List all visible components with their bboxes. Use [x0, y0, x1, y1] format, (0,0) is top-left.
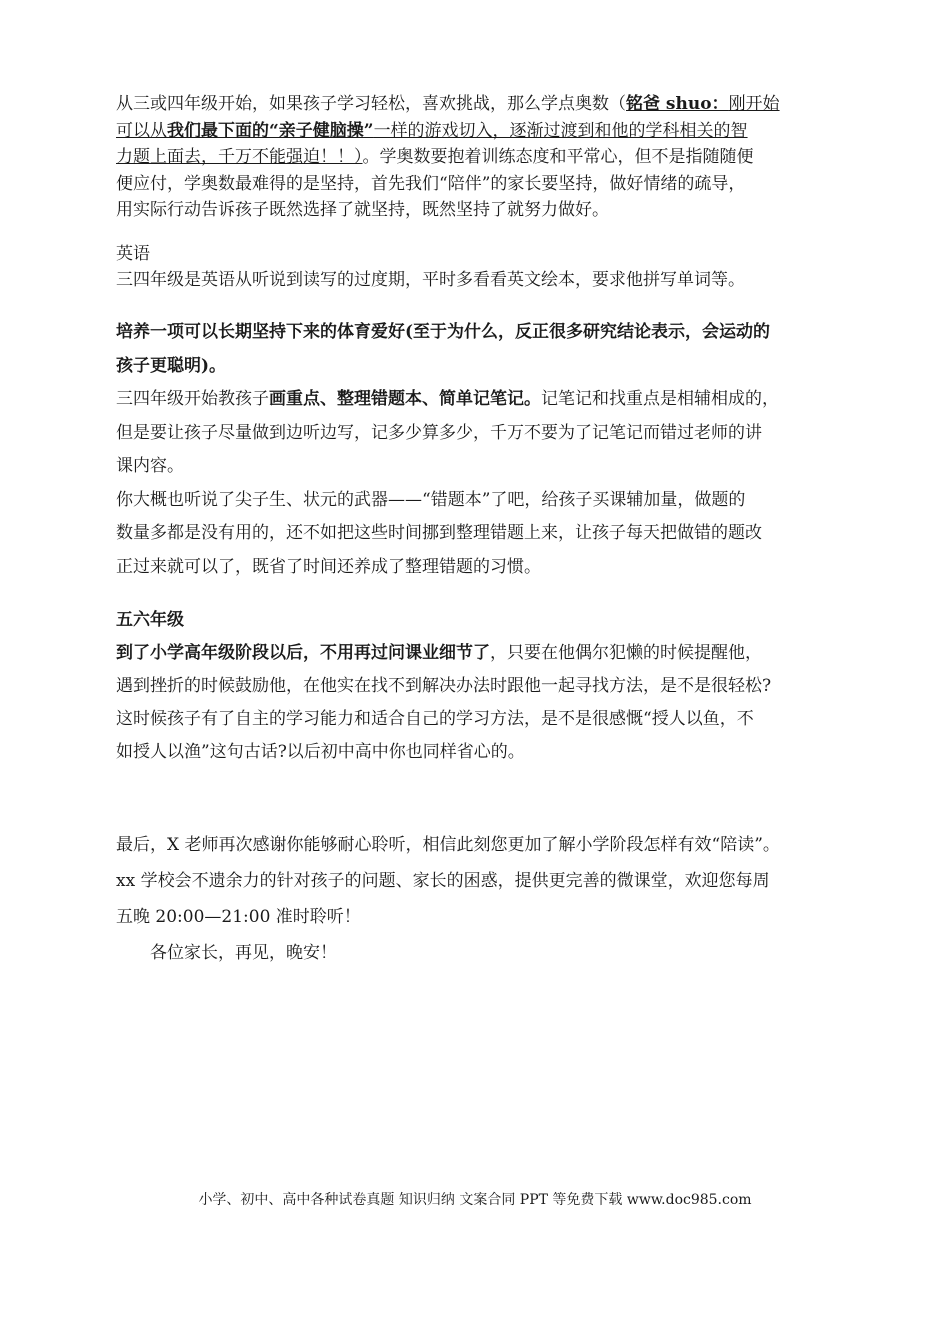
paragraph-line: 正过来就可以了，既省了时间还养成了整理错题的习惯。	[116, 556, 541, 577]
paragraph-line: 但是要让孩子尽量做到边听边写，记多少算多少，千万不要为了记笔记而错过老师的讲	[116, 422, 762, 443]
paragraph-line: 最后，X 老师再次感谢你能够耐心聆听，相信此刻您更加了解小学阶段怎样有效“陪读”。	[116, 835, 780, 855]
paragraph-line: 三四年级是英语从听说到读写的过度期，平时多看看英文绘本，要求他拼写单词等。	[116, 270, 745, 290]
paragraph-line: xx 学校会不遗余力的针对孩子的问题、家长的困惑，提供更完善的微课堂，欢迎您每周	[116, 871, 770, 891]
author-note-label: 铭爸 shuo：	[626, 94, 729, 114]
paragraph-line	[116, 637, 876, 670]
underlined-text: 力题上面去，千万不能强迫！！）	[116, 147, 363, 167]
paragraph-line: 遇到挫折的时候鼓励他，在他实在找不到解决办法时跟他一起寻找方法，是不是很轻松?	[116, 676, 772, 696]
farewell-line: 各位家长，再见，晚安！	[150, 943, 337, 963]
sports-and-notes-section	[116, 316, 876, 584]
bold-text: 画重点、整理错题本、简单记笔记。	[269, 389, 541, 409]
olympiad-math-paragraph	[116, 91, 876, 224]
paragraph-line: 如授人以渔”这句古话?以后初中高中你也同样省心的。	[116, 742, 525, 762]
closing-section	[116, 829, 876, 970]
english-section	[116, 241, 876, 293]
paragraph-line: 五晚 20:00—21:00 准时聆听！	[116, 907, 361, 927]
paragraph-line: 用实际行动告诉孩子既然选择了就坚持，既然坚持了就努力做好。	[116, 200, 609, 220]
underlined-text: 一样的游戏切入，逐渐过渡到和他的学科相关的智	[373, 120, 748, 141]
bold-text: 到了小学高年级阶段以后，不用再过问课业细节了	[116, 643, 490, 663]
paragraph-line	[116, 118, 876, 145]
text-run: 记笔记和找重点是相辅相成的，	[541, 389, 779, 409]
underlined-text: 刚开始	[728, 94, 780, 114]
underlined-text: 可以从	[116, 120, 167, 141]
paragraph-line: 你大概也听说了尖子生、状元的武器——“错题本”了吧，给孩子买课辅加量，做题的	[116, 489, 746, 510]
bold-paragraph-line: 培养一项可以长期坚持下来的体育爱好(至于为什么，反正很多研究结论表示，会运动的	[116, 322, 771, 342]
paragraph-line: 课内容。	[116, 456, 184, 476]
text-run: 三四年级开始教孩子	[116, 389, 269, 409]
paragraph-line	[116, 383, 876, 417]
text-run: ，只要在他偶尔犯懒的时候提醒他，	[490, 643, 762, 663]
text-run: 。学奥数要抱着训练态度和平常心，但不是指随随便	[362, 147, 754, 167]
section-heading: 五六年级	[116, 610, 184, 630]
bold-paragraph-line: 孩子更聪明)。	[116, 355, 227, 376]
paragraph-line: 这时候孩子有了自主的学习能力和适合自己的学习方法，是不是很感慨“授人以鱼，不	[116, 709, 754, 729]
paragraph-line	[116, 91, 876, 118]
paragraph-line	[116, 144, 876, 171]
paragraph-line: 便应付，学奥数最难得的是坚持，首先我们“陪伴”的家长要坚持，做好情绪的疏导，	[116, 173, 746, 194]
bold-underlined-text: 我们最下面的“亲子健脑操”	[167, 120, 374, 141]
page-footer: 小学、初中、高中各种试卷真题 知识归纳 文案合同 PPT 等免费下载 www.doc985.com	[198, 1192, 752, 1208]
paragraph-line: 数量多都是没有用的，还不如把这些时间挪到整理错题上来，让孩子每天把做错的题改	[116, 523, 762, 543]
section-heading: 英语	[116, 244, 150, 264]
text-run: 从三或四年级开始，如果孩子学习轻松，喜欢挑战，那么学点奥数（	[116, 94, 626, 114]
grade-5-6-section	[116, 604, 876, 769]
